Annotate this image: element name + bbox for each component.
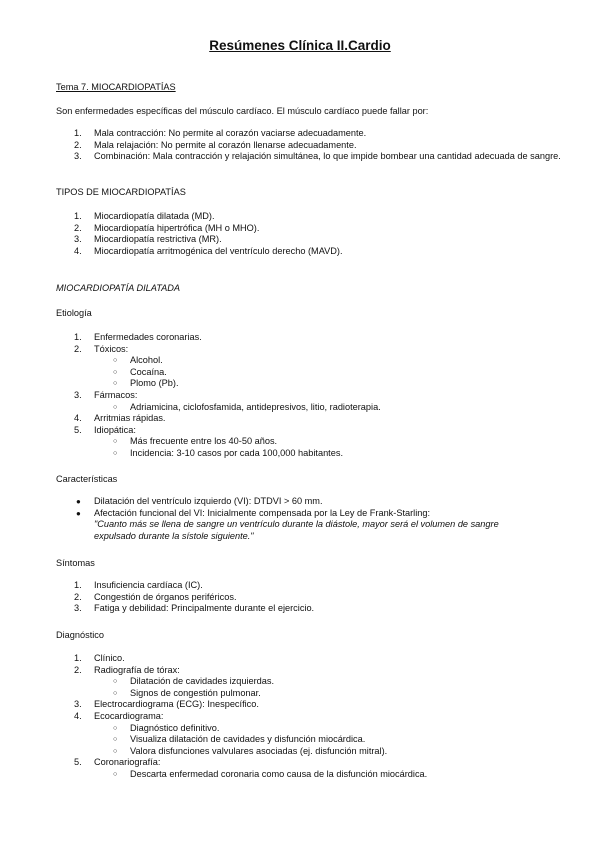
drugs-sublist [56, 402, 381, 414]
sub-list-wrapper [56, 355, 381, 390]
document-title: Resúmenes Clínica II.Cardio [209, 38, 391, 53]
symptoms-list [56, 580, 314, 615]
symptoms-heading: Síntomas [56, 558, 95, 568]
sub-list-item: ○ Incidencia: 3-10 casos por cada 100,000 habitantes. [56, 448, 381, 460]
list-item: 3. Combinación: Mala contracción y relajación simultánea, lo que impide bombear una cantidad adecuada de sangre. [74, 151, 561, 162]
topic-heading: Tema 7. MIOCARDIOPATÍAS [56, 82, 176, 92]
sub-list-item: ○ Dilatación de cavidades izquierdas. [56, 676, 427, 688]
toxics-sublist [56, 355, 381, 390]
sub-list-item: ○ Cocaína. [56, 367, 381, 379]
list-item: 2. Miocardiopatía hipertrófica (MH o MHO). [74, 222, 260, 233]
sub-list-item: ○ Más frecuente entre los 40-50 años. [56, 436, 381, 448]
list-item: 3. Fármacos: [74, 389, 138, 400]
list-item: 3. Miocardiopatía restrictiva (MR). [74, 234, 222, 245]
frank-starling-quote: "Cuanto más se llena de sangre un ventrículo durante la diástole, mayor será el volumen de sangre expulsado durante la sístole siguiente." [94, 519, 499, 541]
list-item: 2. Mala relajación: No permite al corazón llenarse adecuadamente. [74, 139, 357, 150]
features-list [56, 496, 534, 542]
sub-list-item: ○ Valora disfunciones valvulares asociadas (ej. disfunción mitral). [56, 746, 427, 758]
diagnosis-list [56, 653, 427, 781]
sub-list-wrapper [56, 436, 381, 459]
intro-paragraph: Son enfermedades específicas del músculo cardíaco. El músculo cardíaco puede fallar por: [56, 106, 429, 116]
list-item: 3. Fatiga y debilidad: Principalmente durante el ejercicio. [74, 603, 315, 614]
sub-list-wrapper [56, 723, 427, 758]
echo-sublist [56, 723, 427, 758]
list-item: 2. Radiografía de tórax: [74, 664, 180, 675]
types-list [56, 211, 343, 257]
list-item: 1. Enfermedades coronarias. [74, 332, 202, 342]
list-item: 2. Congestión de órganos periféricos. [74, 591, 237, 602]
sub-list-item: ○ Diagnóstico definitivo. [56, 723, 427, 735]
list-item: 4. Miocardiopatía arritmogénica del ventrículo derecho (MAVD). [74, 245, 343, 256]
diagnosis-heading: Diagnóstico [56, 630, 105, 640]
sub-list-item: ○ Plomo (Pb). [56, 378, 381, 390]
list-item: 1. Mala contracción: No permite al corazón vaciarse adecuadamente. [74, 128, 367, 138]
list-item: 1. Clínico. [74, 653, 125, 663]
sub-list-wrapper [56, 402, 381, 414]
etiology-list [56, 332, 381, 460]
list-item: ● Dilatación del ventrículo izquierdo (VI): DTDVI > 60 mm. [76, 496, 323, 506]
list-item: 5. Coronariografía: [74, 757, 161, 768]
sub-list-item: ○ Signos de congestión pulmonar. [56, 688, 427, 700]
list-item: 4. Arritmias rápidas. [74, 413, 166, 424]
list-item: 2. Tóxicos: [74, 343, 129, 354]
sub-list-wrapper [56, 676, 427, 699]
xray-sublist [56, 676, 427, 699]
sub-list-item: ○ Adriamicina, ciclofosfamida, antidepresivos, litio, radioterapia. [56, 402, 381, 414]
list-item: ● Afectación funcional del VI: Inicialmente compensada por la Ley de Frank-Starling: [76, 507, 431, 518]
etiology-heading: Etiología [56, 308, 92, 318]
sub-list-wrapper [56, 769, 427, 781]
md-heading: MIOCARDIOPATÍA DILATADA [56, 283, 181, 293]
sub-list-item: ○ Visualiza dilatación de cavidades y disfunción miocárdica. [56, 734, 427, 746]
list-item: 1. Miocardiopatía dilatada (MD). [74, 211, 215, 221]
idiopathic-sublist [56, 436, 381, 459]
types-heading: TIPOS DE MIOCARDIOPATÍAS [56, 187, 186, 197]
list-item: 5. Idiopática: [74, 424, 136, 435]
list-item: 1. Insuficiencia cardíaca (IC). [74, 580, 203, 590]
coronary-sublist [56, 769, 427, 781]
features-heading: Características [56, 474, 118, 484]
sub-list-item: ○ Alcohol. [56, 355, 381, 367]
failure-modes-list [56, 128, 561, 163]
sub-list-item: ○ Descarta enfermedad coronaria como causa de la disfunción miocárdica. [56, 769, 427, 781]
list-item: 4. Ecocardiograma: [74, 710, 164, 721]
list-item: 3. Electrocardiograma (ECG): Inespecífico. [74, 699, 259, 710]
